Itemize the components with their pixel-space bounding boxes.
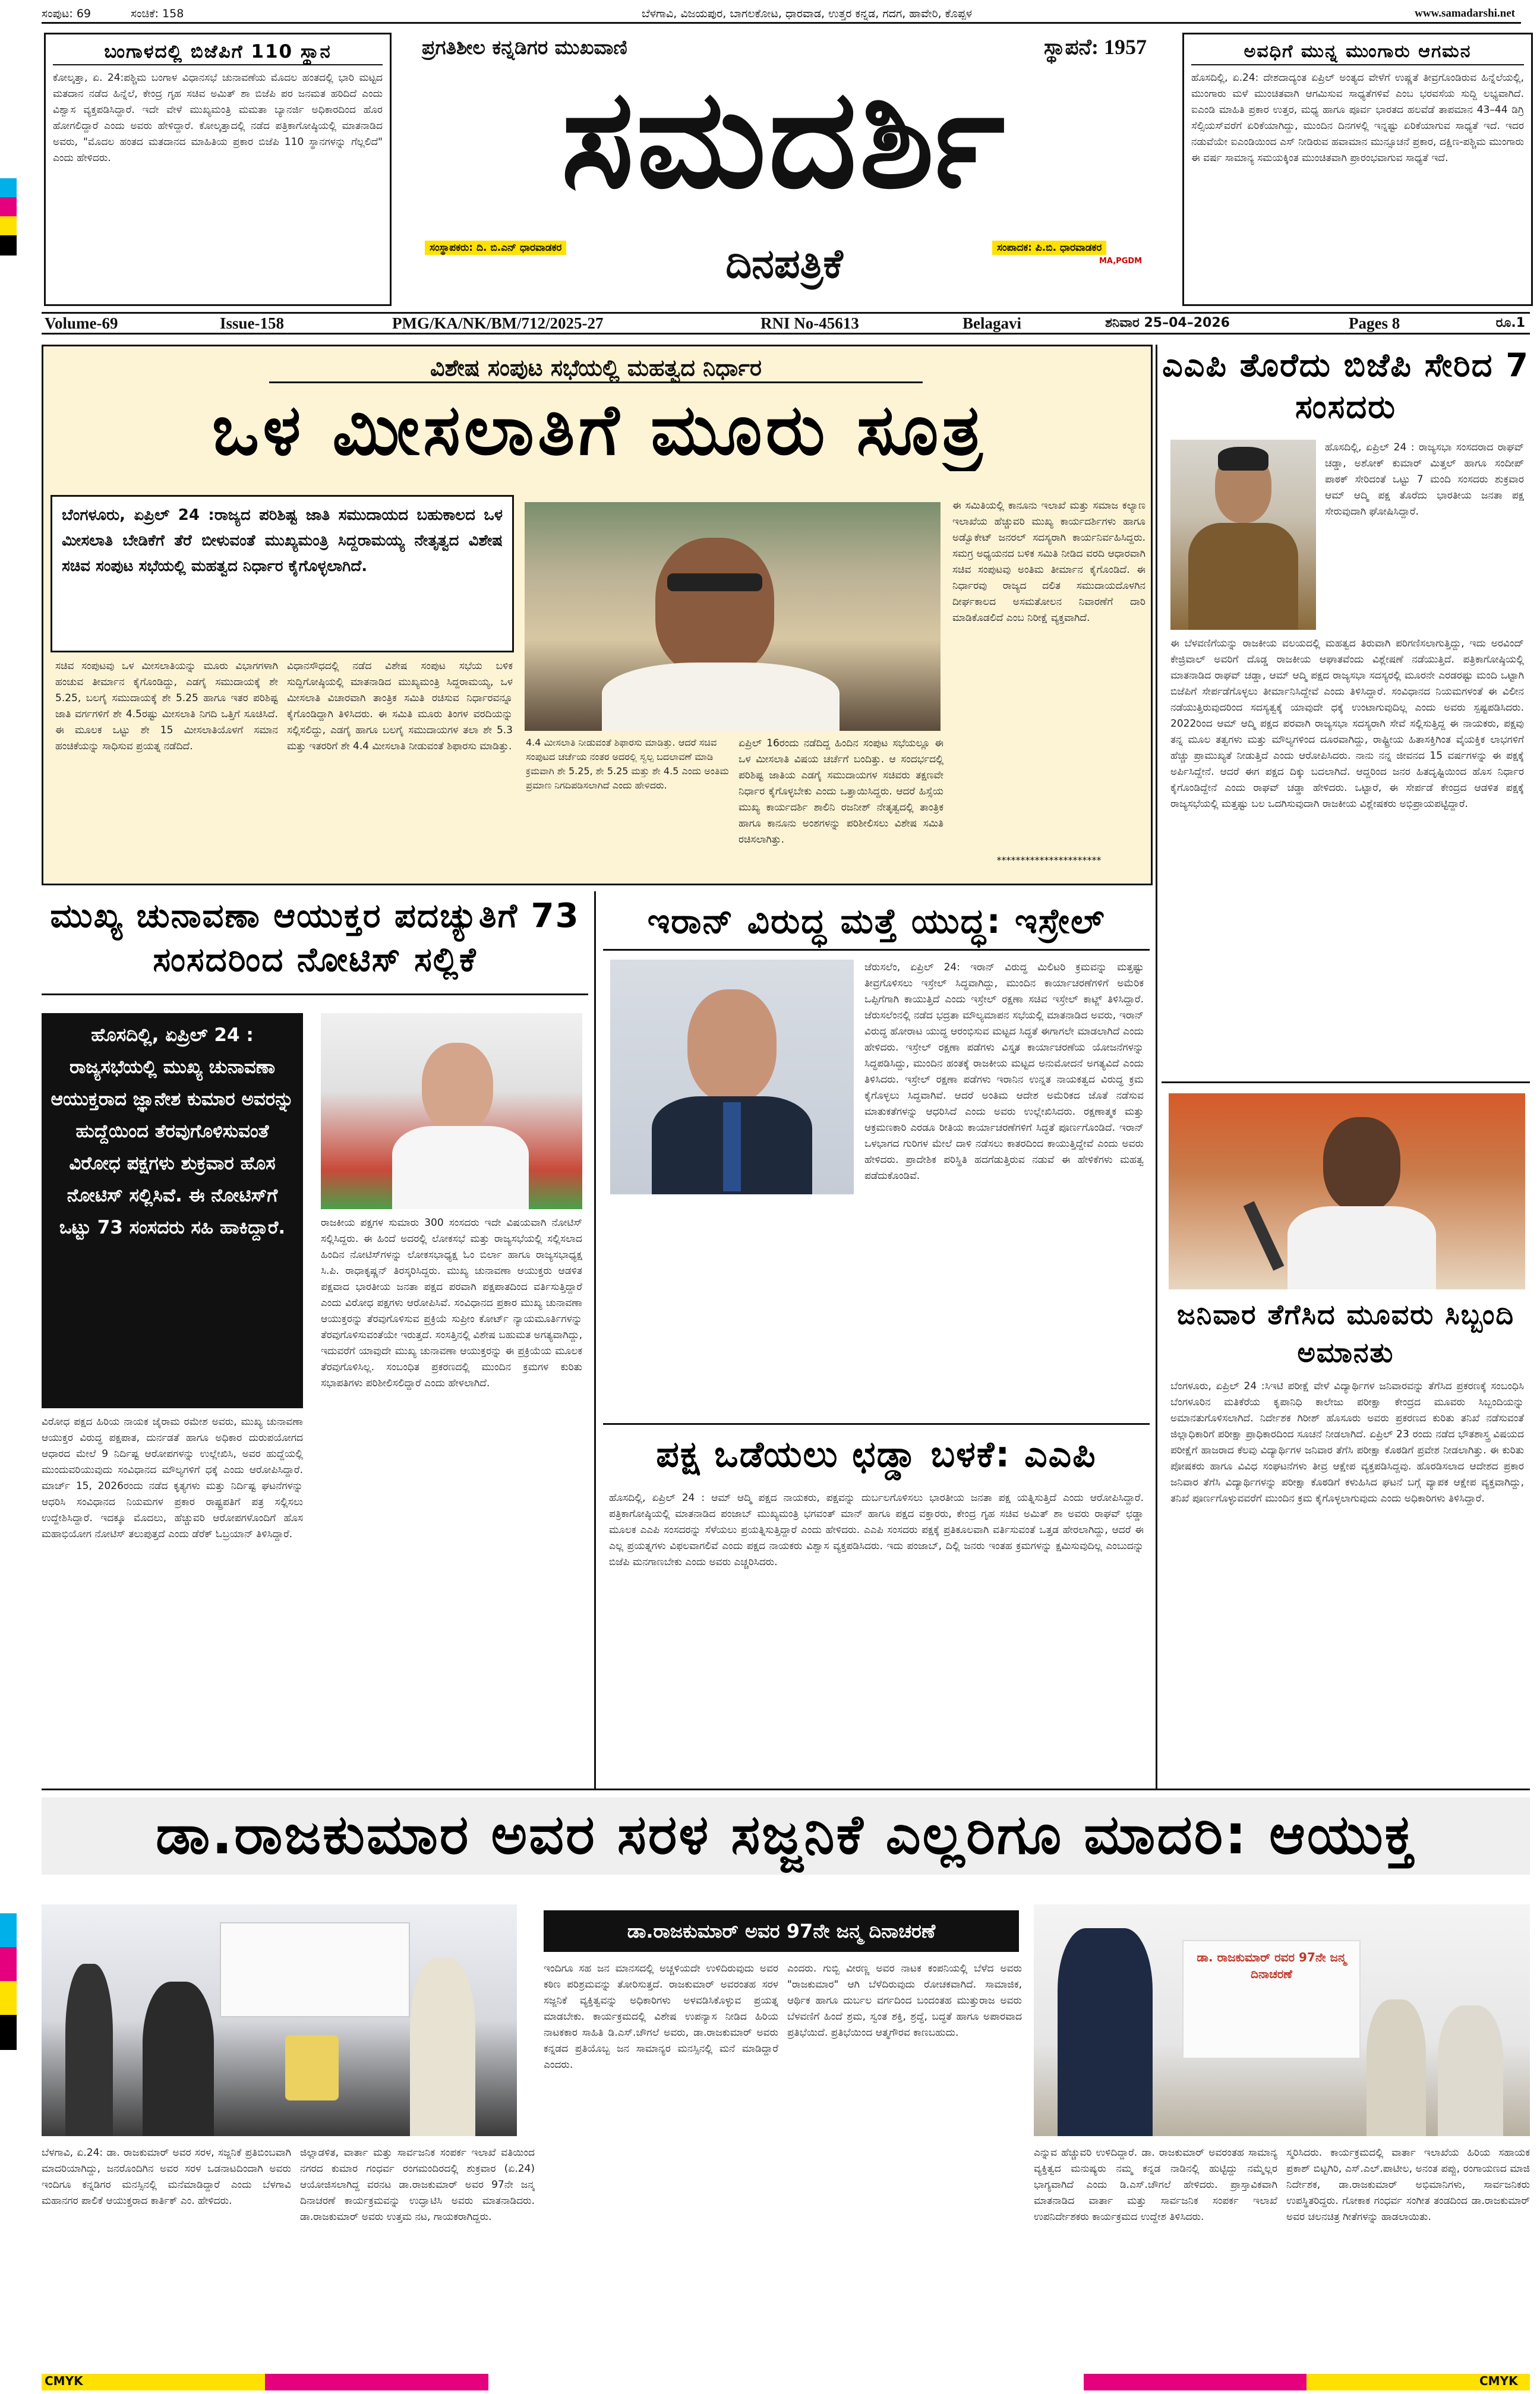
israel-katz-photo [610,960,854,1194]
lead-photo-caption: 4.4 ಮೀಸಲಾತಿ ನೀಡುವಂತೆ ಶಿಫಾರಸು ಮಾಡಿತ್ತು. ಆದರೆ ಸಚಿವ ಸಂಪುಟದ ಚರ್ಚೆಯ ನಂತರ ಅದರಲ್ಲಿ ಸ್ವಲ್ಪ ಬದಲಾವಣೆ ಮಾಡಿ ಕ್ರಮವಾಗಿ ಶೇ 5.25, ಶೇ 5.25 ಮತ್ತು ಶೇ 4.5 ಎಂದು ಅಂತಿಮ ಪ್ರಮಾಣ ನಿಗದಿಪಡಿಸಲಾಗಿದೆ ಎಂದು ಹೇಳಿದರು. [526,737,729,791]
rajkumar-headline: ಡಾ.ರಾಜಕುಮಾರ ಅವರ ಸರಳ ಸಜ್ಜನಿಕೆ ಎಲ್ಲರಿಗೂ ಮಾದರಿ: ಆಯುಕ್ತ [42,1797,1530,1875]
aap-body: ಈ ಬೆಳವಣಿಗೆಯನ್ನು ರಾಜಕೀಯ ವಲಯದಲ್ಲಿ ಮಹತ್ವದ ತಿರುವಾಗಿ ಪರಿಗಣಿಸಲಾಗುತ್ತಿದ್ದು, ಇದು ಅರವಿಂದ್ ಕೇಜ್ರಿವಾಲ್ ಅವರಿಗೆ ದೊಡ್ಡ ರಾಜಕೀಯ ಆಘಾತವೆಂದು ವಿಶ್ಲೇಷಣೆ ನಡೆಯುತ್ತಿದೆ. ಪತ್ರಿಕಾಗೋಷ್ಠಿಯಲ್ಲಿ ಮಾತನಾಡಿದ ರಾಘವ್ ಚಡ್ಡಾ, ಆಮ್ ಆದ್ಮಿ ಪಕ್ಷದ ರಾಜ್ಯಸಭಾ ಸದಸ್ಯರಲ್ಲಿ ಮೂರನೇ ಎರಡರಷ್ಟು ಮಂದಿ ಒಟ್ಟಾಗಿ ಬಿಜೆಪಿಗೆ ಸೇರ್ಪಡೆಗೊಳ್ಳಲು ತೀರ್ಮಾನಿಸಿದ್ದೇವೆ ಎಂದು ತಿಳಿಸಿದ್ದಾರೆ. ಸಂವಿಧಾನದ ನಿಯಮಗಳಂತೆ ಈ ವಿಲೀನ ನಡೆಯುತ್ತಿರುವುದರಿಂದ ಸದಸ್ಯತ್ವಕ್ಕೆ ಯಾವುದೇ ಧಕ್ಕೆ ಉಂಟಾಗುವುದಿಲ್ಲ ಎಂದು ಅವರು ಸ್ಪಷ್ಟಪಡಿಸಿದರು. 2022ರಿಂದ ಆಮ್ ಆದ್ಮಿ ಪಕ್ಷದ ಪರವಾಗಿ ರಾಜ್ಯಸಭಾ ಸದಸ್ಯರಾಗಿ ಸೇವೆ ಸಲ್ಲಿಸುತ್ತಿದ್ದ ಈ ನಾಯಕರು, ಪಕ್ಷವು ತನ್ನ ಮೂಲ ತತ್ವಗಳು ಮತ್ತು ಮೌಲ್ಯಗಳಿಂದ ದೂರವಾಗಿದ್ದು, ರಾಷ್ಟ್ರೀಯ ಹಿತಾಸಕ್ತಿಗಿಂತ ವೈಯಕ್ತಿಕ ಲಾಭಗಳಿಗೆ ಹೆಚ್ಚು ಪ್ರಾಮುಖ್ಯತೆ ನೀಡುತ್ತಿದೆ ಎಂದು ಆರೋಪಿಸಿದರು. ನಾನು ನನ್ನ ಜೀವನದ 15 ವರ್ಷಗಳನ್ನು ಈ ಪಕ್ಷಕ್ಕೆ ಅರ್ಪಿಸಿದ್ದೇನೆ. ಆದರೆ ಈಗ ಪಕ್ಷದ ದಿಕ್ಕು ಬದಲಾಗಿದೆ. ಆದ್ದರಿಂದ ಜನರ ಹಿತದೃಷ್ಟಿಯಿಂದ ಹೊಸ ನಿರ್ಧಾರ ಕೈಗೊಂಡಿದ್ದೇನೆ ಎಂದು ರಾಘವ್ ಚಡ್ಡಾ ಹೇಳಿದರು. ಒಟ್ಟಾರೆ, ಈ ಸೇರ್ಪಡೆ ಕೇಂದ್ರದ ಆಡಳಿತ ಪಕ್ಷಕ್ಕೆ ರಾಜ್ಯಸಭೆಯಲ್ಲಿ ಮತ್ತಷ್ಟು ಬಲ ಒದಗಿಸುವುದಾಗಿ ರಾಜಕೀಯ ವಿಶ್ಲೇಷಕರು ಅಭಿಪ್ರಾಯಪಟ್ಟಿದ್ದಾರೆ. [1170,638,1524,810]
newspaper-title: ಸಮದರ್ಶಿ [561,60,1008,219]
dateline-price: ರೂ.1 [1495,316,1525,330]
aap-body-short: ಹೊಸದಿಲ್ಲಿ, ಏಪ್ರಿಲ್ 24 : ರಾಜ್ಯಸಭಾ ಸಂಸದರಾದ ರಾಘವ್ ಚಡ್ಡಾ, ಅಶೋಕ್ ಕುಮಾರ್ ಮಿತ್ತಲ್ ಹಾಗೂ ಸಂದೀಪ್ ಪಾಠಕ್ ಸೇರಿದಂತೆ ಒಟ್ಟು 7 ಮಂದಿ ಸಂಸದರು ಶುಕ್ರವಾರ ಆಮ್ ಆದ್ಮಿ ಪಕ್ಷ ತೊರೆದು ಭಾರತೀಯ ಜನತಾ ಪಕ್ಷ ಸೇರುವುದಾಗಿ ಘೋಷಿಸಿದ್ದಾರೆ. [1325,441,1524,518]
lead-story [42,345,1153,885]
official-speaking-photo [1169,1093,1525,1289]
bottom-color-bar [42,2374,1530,2390]
masthead-established: ಸ್ಥಾಪನೆ: 1957 [1044,35,1147,59]
editor-degree: MA,PGDM [1099,257,1143,266]
rajkumar-col-5: ಎನ್ನುವ ಹೆಚ್ಚುವರಿ ಉಳಿದಿದ್ದಾರೆ. ಡಾ. ರಾಜಕುಮಾರ್ ಅವರಂತಹ ಸಾಮಾನ್ಯ ವ್ಯಕ್ತಿತ್ವದ ಮನುಷ್ಯರು ನಮ್ಮ ಕನ್ನಡ ನಾಡಿನಲ್ಲಿ ಹುಟ್ಟಿದ್ದು ನಮ್ಮೆಲ್ಲರ ಭಾಗ್ಯವಾಗಿದೆ ಎಂದು ಡಿ.ಎಸ್.ಚೌಗಲೆ ಹೇಳಿದರು. ಪ್ರಾಸ್ತಾವಿಕವಾಗಿ ಮಾತನಾಡಿದ ವಾರ್ತಾ ಮತ್ತು ಸಾರ್ವಜನಿಕ ಸಂಪರ್ಕ ಇಲಾಖೆ ಉಪನಿರ್ದೇಶಕರು ಕಾರ್ಯಕ್ರಮದ ಉದ್ದೇಶ ತಿಳಿಸಿದರು. [1034,2147,1277,2223]
raghav-chadha-photo [1170,440,1316,630]
cmyk-label-right: CMYK [1479,2374,1518,2388]
staff-story [1162,1295,1530,1777]
website-link[interactable]: www.samadarshi.net [1415,7,1515,20]
lead-col-4: ಈ ಸಮಿತಿಯಲ್ಲಿ ಕಾನೂನು ಇಲಾಖೆ ಮತ್ತು ಸಮಾಜ ಕಲ್ಯಾಣ ಇಲಾಖೆಯ ಹೆಚ್ಚುವರಿ ಮುಖ್ಯ ಕಾರ್ಯದರ್ಶಿಗಳು ಹಾಗೂ ಅಡ್ವೊಕೇಟ್ ಜನರಲ್ ಸದಸ್ಯರಾಗಿ ಕಾರ್ಯನಿರ್ವಹಿಸಿದ್ದರು. ಸಮಗ್ರ ಅಧ್ಯಯನದ ಬಳಿಕ ಸಮಿತಿ ನೀಡಿದ ವರದಿ ಆಧಾರವಾಗಿ ಸಚಿವ ಸಂಪುಟವು ಅಂತಿಮ ತೀರ್ಮಾನ ಕೈಗೊಂಡಿದೆ. ಈ ನಿರ್ಧಾರವು ರಾಜ್ಯದ ದಲಿತ ಸಮುದಾಯದೊಳಗಿನ ದೀರ್ಘಕಾಲದ ಅಸಮತೋಲನ ನಿವಾರಣೆಗೆ ದಾರಿ ಮಾಡಿಕೊಡಲಿದೆ ಎಂಬ ನಿರೀಕ್ಷೆ ವ್ಯಕ್ತವಾಗಿದೆ. [952,500,1145,624]
rajkumar-col-1: ಬೆಳಗಾವಿ, ಏ.24: ಡಾ. ರಾಜಕುಮಾರ್ ಅವರ ಸರಳ, ಸಜ್ಜನಿಕೆ ಪ್ರತಿಬಿಂಬವಾಗಿ ಮಾದರಿಯಾಗಿದ್ದು, ಜನರೊಂದಿಗಿನ ಅವರ ಸರಳ ಒಡನಾಟದಿಂದಾಗಿ ಅವರು ಇಂದಿಗೂ ಕನ್ನಡಿಗರ ಮನಸ್ಸಿನಲ್ಲಿ ಮನೆಮಾಡಿದ್ದಾರೆ ಎಂದು ಬೆಳಗಾವಿ ಮಹಾನಗರ ಪಾಲಿಕೆ ಆಯುಕ್ತರಾದ ಕಾರ್ತಿಕ್ ಎಂ. ಹೇಳಿದರು. [42,2147,291,2207]
right-news-box [1182,33,1533,306]
column-separator [594,891,596,1789]
left-news-box [44,33,392,306]
cec-headline: ಮುಖ್ಯ ಚುನಾವಣಾ ಆಯುಕ್ತರ ಪದಚ್ಯುತಿಗೆ 73 ಸಂಸದರಿಂದ ನೋಟಿಸ್ ಸಲ್ಲಿಕೆ [42,894,588,995]
dateline-bar [42,312,1530,335]
cec-intro: ಹೊಸದಿಲ್ಲಿ, ಏಪ್ರಿಲ್ 24 : ರಾಜ್ಯಸಭೆಯಲ್ಲಿ ಮುಖ್ಯ ಚುನಾವಣಾ ಆಯುಕ್ತರಾದ ಜ್ಞಾನೇಶ ಕುಮಾರ ಅವರನ್ನು ಹುದ್ದೆಯಿಂದ ತೆರವುಗೊಳಿಸುವಂತೆ ವಿರೋಧ ಪಕ್ಷಗಳು ಶುಕ್ರವಾರ ಹೊಸ ನೋಟಿಸ್ ಸಲ್ಲಿಸಿವೆ. ಈ ನೋಟಿಸ್‌ಗೆ ಒಟ್ಟು 73 ಸಂಸದರು ಸಹಿ ಹಾಕಿದ್ದಾರೆ. [51,1024,294,1238]
column-separator [1156,345,1157,1789]
rajkumar-subhead-box [544,1910,1019,1952]
israel-story [603,894,1150,1417]
masthead [404,30,1165,309]
lead-col-3: ಏಪ್ರಿಲ್ 16ರಂದು ನಡೆದಿದ್ದ ಹಿಂದಿನ ಸಂಪುಟ ಸಭೆಯಲ್ಲೂ ಈ ಒಳ ಮೀಸಲಾತಿ ವಿಷಯ ಚರ್ಚೆಗೆ ಬಂದಿತ್ತು. ಆ ಸಂದರ್ಭದಲ್ಲಿ ಪರಿಶಿಷ್ಟ ಜಾತಿಯ ಎಡಗೈ ಸಮುದಾಯಗಳ ಸಚಿವರು ತಕ್ಷಣವೇ ನಿರ್ಧಾರ ಕೈಗೊಳ್ಳಬೇಕು ಎಂದು ಒತ್ತಾಯಿಸಿದ್ದರು. ಆದರೆ ಹಿಸ್ಸೆಯ ಮುಖ್ಯ ಕಾರ್ಯದರ್ಶಿ ಶಾಲಿನಿ ರಜನೀಶ್ ನೇತೃತ್ವದಲ್ಲಿ ತಾಂತ್ರಿಕ ಹಾಗೂ ಕಾನೂನು ಅಂಶಗಳನ್ನು ಪರಿಶೀಲಿಸಲು ವಿಶೇಷ ಸಮಿತಿ ರಚಿಸಲಾಗಿತ್ತು. [739,737,943,846]
founder-label: ಸಂಸ್ಥಾಪಕರು: ದಿ. ಬಿ.ಎನ್ ಧಾರವಾಡಕರ [425,241,566,255]
aap-story [1162,345,1530,1325]
registration-strip [0,1913,17,2050]
district-list: ಬೆಳಗಾವಿ, ವಿಜಯಪುರ, ಬಾಗಲಕೋಟ, ಧಾರವಾಡ, ಉತ್ತರ ಕನ್ನಡ, ಗದಗ, ಹಾವೇರಿ, ಕೊಪ್ಪಳ [642,7,973,20]
cmyk-label-left: CMYK [45,2374,83,2388]
aap-headline: ಎಎಪಿ ತೊರೆದು ಬಿಜೆಪಿ ಸೇರಿದ 7 ಸಂಸದರು [1162,346,1529,425]
newspaper-subtitle: ದಿನಪತ್ರಿಕೆ [725,241,843,288]
party-headline: ಪಕ್ಷ ಒಡೆಯಲು ಛಡ್ಡಾ ಬಳಕೆ: ಎಎಪಿ [656,1434,1097,1475]
dateline-issue: Issue-158 [220,314,285,332]
lead-col-1: ಸಚಿವ ಸಂಪುಟವು ಒಳ ಮೀಸಲಾತಿಯನ್ನು ಮೂರು ವಿಭಾಗಗಳಾಗಿ ಹಂಚುವ ತೀರ್ಮಾನ ಕೈಗೊಂಡಿದ್ದು, ಎಡಗೈ ಸಮುದಾಯಕ್ಕೆ ಶೇ 5.25, ಬಲಗೈ ಸಮುದಾಯಕ್ಕೆ ಶೇ 5.25 ಹಾಗೂ ಇತರ ಪರಿಶಿಷ್ಟ ಜಾತಿ ವರ್ಗಗಳಿಗೆ ಶೇ 4.5ರಷ್ಟು ಮೀಸಲಾತಿ ನಿಗದಿ ಒತ್ತಿಗೆ ಸೂಚಿಸಿದೆ. ಈ ಮೂಲಕ ಒಟ್ಟು ಶೇ 15 ಮೀಸಲಾತಿಯೊಳಗೆ ಸಮಾನ ಹಂಚಿಕೆಯನ್ನು ಸಾಧಿಸುವ ಪ್ರಯತ್ನ ನಡೆದಿದೆ. [55,660,278,752]
lead-intro-box [51,495,514,652]
staff-body: ಬೆಂಗಳೂರು, ಏಪ್ರಿಲ್ 24 :ಸಿಇಟಿ ಪರೀಕ್ಷೆ ವೇಳೆ ವಿದ್ಯಾರ್ಥಿಗಳ ಜನಿವಾರವನ್ನು ತೆಗೆಸಿದ ಪ್ರಕರಣಕ್ಕೆ ಸಂಬಂಧಿಸಿ ಬೆಂಗಳೂರಿನ ಮತಿಕೆರೆಯ ಕೃಪಾನಿಧಿ ಕಾಲೇಜು ಪರೀಕ್ಷಾ ಕೇಂದ್ರದ ಮೂವರು ಸಿಬ್ಬಂದಿಯನ್ನು ಅಮಾನತುಗೊಳಿಸಲಾಗಿದೆ. ನಿರ್ದೇಶಕ ಗಿರೀಶ್ ಹೊಸೂರು ಅವರು ಪ್ರಕರಣದ ಕುರಿತು ತನಿಖೆ ನಡೆಸುವಂತೆ ಜಿಲ್ಲಾಧಿಕಾರಿಗೆ ಪರೀಕ್ಷಾ ಪ್ರಾಧಿಕಾರದಿಂದ ಸೂಚನೆ ನೀಡಲಾಗಿದೆ. ಏಪ್ರಿಲ್ 23 ರಂದು ನಡೆದ ಭೌತಶಾಸ್ತ್ರ ವಿಷಯದ ಪರೀಕ್ಷೆಗೆ ಹಾಜರಾದ ಕೆಲವು ವಿದ್ಯಾರ್ಥಿಗಳ ಜನಿವಾರ ತೆಗೆಸಿ ಪರೀಕ್ಷಾ ಕೊಠಡಿಗೆ ಪ್ರವೇಶ ನೀಡಲಾಗಿತ್ತು. ಈ ಕುರಿತು ಪೋಷಕರು ಹಾಗೂ ವಿವಿಧ ಸಂಘಟನೆಗಳು ತೀವ್ರ ಆಕ್ಷೇಪ ವ್ಯಕ್ತಪಡಿಸಿದ್ದವು. ಹೊರಡಿಸಲಾದ ಆದೇಶದ ಪ್ರಕಾರ ಜನಿವಾರ ತೆಗೆಸಿ ವಿದ್ಯಾರ್ಥಿಗಳನ್ನು ಪರೀಕ್ಷಾ ಕೊಠಡಿಗೆ ಕಳುಹಿಸಿದ ಘಟನೆ ಬಗ್ಗೆ ವ್ಯಾಪಕ ಆಕ್ಷೇಪ ವ್ಯಕ್ತವಾಗಿದ್ದು, ತನಿಖೆ ಪೂರ್ಣಗೊಳ್ಳುವವರೆಗೆ ಮುಂದಿನ ಕ್ರಮ ಕೈಗೊಳ್ಳಲಾಗುವುದು ಎಂದು ಅಧಿಕಾರಿಗಳು ತಿಳಿಸಿದ್ದಾರೆ. [1170,1380,1524,1504]
dateline-city: Belagavi [962,314,1021,332]
aap-divider [1162,1081,1530,1083]
dateline-reg: PMG/KA/NK/BM/712/2025-27 [392,314,604,332]
rajkumar-story [42,1797,1530,2368]
right-box-body: ಹೊಸದಿಲ್ಲಿ, ಏ.24: ದೇಶದಾದ್ಯಂತ ಏಪ್ರಿಲ್ ಅಂತ್ಯದ ವೇಳೆಗೆ ಉಷ್ಣತೆ ತೀವ್ರಗೊಂಡಿರುವ ಹಿನ್ನೆಲೆಯಲ್ಲಿ, ಮುಂಗಾರು ಮಳೆ ಮುಂಚಿತವಾಗಿ ಆಗಮಿಸುವ ಸಾಧ್ಯತೆಗಳಿವೆ ಎಂಬ ಭರವಸೆಯ ಸುದ್ದಿ ಲಭ್ಯವಾಗಿದೆ. ಐಎಂಡಿ ಮಾಹಿತಿ ಪ್ರಕಾರ ಉತ್ತರ, ಮಧ್ಯ ಹಾಗೂ ಪೂರ್ವ ಭಾರತದ ಹಲವೆಡೆ ತಾಪಮಾನ 43–44 ಡಿಗ್ರಿ ಸೆಲ್ಸಿಯಸ್‌ವರೆಗೆ ಏರಿಕೆಯಾಗಿದ್ದು, ಮುಂದಿನ ದಿನಗಳಲ್ಲಿ ಇನ್ನಷ್ಟು ಏರಿಕೆಯಾಗುವ ಸಾಧ್ಯತೆ ಇದೆ. ಇದರ ನಡುವೆಯೇ ಐಎಂಡಿಯಿಂದ ಎಸ್ ನೀಡಿರುವ ಹವಾಮಾನ ಮುನ್ಸೂಚನೆ ಪ್ರಕಾರ, ದಕ್ಷಿಣ-ಪಶ್ಚಿಮ ಮುಂಗಾರು ಈ ವರ್ಷ ಸಾಮಾನ್ಯ ಸಮಯಕ್ಕಿಂತ ಮುಂಚಿತವಾಗಿ ಪ್ರಾರಂಭವಾಗುವ ಸಾಧ್ಯತೆ ಇದೆ. [1191,72,1524,164]
registration-strip [0,178,17,256]
rajkumar-col-3: ಇಂದಿಗೂ ಸಹ ಜನ ಮಾನಸದಲ್ಲಿ ಅಚ್ಚಳಿಯದೇ ಉಳಿದಿರುವುದು ಅವರ ಕಠಿಣ ಪರಿಶ್ರಮವನ್ನು ತೋರಿಸುತ್ತದೆ. ರಾಜಕುಮಾರ್ ಅವರಂತಹ ಸರಳ ಸಜ್ಜನಿಕೆ ವ್ಯಕ್ತಿತ್ವವನ್ನು ಅಧಿಕಾರಿಗಳು ಅಳವಡಿಸಿಕೊಳ್ಳುವ ಪ್ರಯತ್ನ ಮಾಡಬೇಕು. ಕಾರ್ಯಕ್ರಮದಲ್ಲಿ ವಿಶೇಷ ಉಪನ್ಯಾಸ ನೀಡಿದ ಹಿರಿಯ ನಾಟಕಕಾರ ಸಾಹಿತಿ ಡಿ.ಎಸ್.ಚೌಗಲೆ ಅವರು, ಡಾ.ರಾಜಕುಮಾರ್ ಅವರು ಕನ್ನಡದ ಪ್ರತಿಯೊಬ್ಬ ಜನ ಸಾಮಾನ್ಯರ ಮನಸ್ಸಿನಲ್ಲಿ ಮನೆ ಮಾಡಿದ್ದಾರೆ ಎಂದರು. [544,1963,778,2071]
rajkumar-subhead: ಡಾ.ರಾಜಕುಮಾರ್ ಅವರ 97ನೇ ಜನ್ಮ ದಿನಾಚರಣೆ [627,1920,936,1942]
rajkumar-col-4: ಎಂದರು. ಗುಬ್ಬಿ ವೀರಣ್ಣ ಅವರ ನಾಟಕ ಕಂಪನಿಯಲ್ಲಿ ಬೆಳೆದ ಅವರು "ರಾಜಕುಮಾರ" ಆಗಿ ಬೆಳೆದಿರುವುದು ರೋಚಕವಾಗಿದೆ. ಸಾಮಾಜಿಕ, ಆರ್ಥಿಕ ಹಾಗೂ ದುರ್ಬಲ ವರ್ಗದಿಂದ ಬಂದಂತಹ ಮುತ್ತುರಾಜ ಅವರು ಬೆಳವಣಿಗೆ ಹಿಂದೆ ಶ್ರಮ, ಸ್ವಂತ ಶಕ್ತಿ, ಶ್ರದ್ಧೆ, ಬದ್ಧತೆ ಹಾಗೂ ಅಪಾರವಾದ ಪ್ರತಿಭೆಯಿದೆ. ಪ್ರತಿಭೆಯಿಂದ ಆತ್ಮಗೌರವ ಕಾಣಬಹುದು. [787,1963,1022,2039]
dateline-date: ಶನಿವಾರ 25–04–2026 [1105,316,1230,330]
staff-headline: ಜನಿವಾರ ತೆಗೆಸಿದ ಮೂವರು ಸಿಬ್ಬಂದಿ ಅಮಾನತು [1176,1298,1515,1368]
rajkumar-col-2: ಜಿಲ್ಲಾಡಳಿತ, ವಾರ್ತಾ ಮತ್ತು ಸಾರ್ವಜನಿಕ ಸಂಪರ್ಕ ಇಲಾಖೆ ವತಿಯಿಂದ ನಗರದ ಕುಮಾರ ಗಂಧರ್ವ ರಂಗಮಂದಿರದಲ್ಲಿ ಶುಕ್ರವಾರ (ಏ.24) ಆಯೋಜಿಸಲಾಗಿದ್ದ ವರನಟ ಡಾ.ರಾಜಕುಮಾರ್ ಅವರ 97ನೇ ಜನ್ಮ ದಿನಾಚರಣೆ ಕಾರ್ಯಕ್ರಮವನ್ನು ಉದ್ಘಾಟಿಸಿ ಅವರು ಮಾತನಾಡಿದರು. ಡಾ.ರಾಜಕುಮಾರ್ ಅವರು ಉತ್ತಮ ನಟ, ಗಾಯಕರಾಗಿದ್ದರು. [300,2147,535,2223]
cec-col-2: ರಾಜಕೀಯ ಪಕ್ಷಗಳ ಸುಮಾರು 300 ಸಂಸದರು ಇದೇ ವಿಷಯವಾಗಿ ನೋಟಿಸ್ ಸಲ್ಲಿಸಿದ್ದರು. ಈ ಹಿಂದೆ ಅದರಲ್ಲಿ ಲೋಕಸಭೆ ಮತ್ತು ರಾಜ್ಯಸಭೆಯಲ್ಲಿ ಸಲ್ಲಿಸಲಾದ ಹಿಂದಿನ ನೋಟಿಸ್‌ಗಳನ್ನು ಲೋಕಸಭಾಧ್ಯಕ್ಷ ಓಂ ಬಿರ್ಲಾ ಹಾಗೂ ರಾಜ್ಯಸಭಾಧ್ಯಕ್ಷ ಸಿ.ಪಿ. ರಾಧಾಕೃಷ್ಣನ್ ತಿರಸ್ಕರಿಸಿದ್ದರು. ಮುಖ್ಯ ಚುನಾವಣಾ ಆಯುಕ್ತರು ಆಡಳಿತ ಪಕ್ಷವಾದ ಭಾರತೀಯ ಜನತಾ ಪಕ್ಷದ ಪರವಾಗಿ ಪಕ್ಷಪಾತದಿಂದ ವರ್ತಿಸುತ್ತಿದ್ದಾರೆ ಎಂದು ವಿರೋಧ ಪಕ್ಷಗಳು ಆರೋಪಿಸಿವೆ. ಸಂವಿಧಾನದ ಪ್ರಕಾರ ಮುಖ್ಯ ಚುನಾವಣಾ ಆಯುಕ್ತರನ್ನು ತೆರವುಗೊಳಿಸುವ ಪ್ರಕ್ರಿಯೆ ಸುಪ್ರೀಂ ಕೋರ್ಟ್ ನ್ಯಾಯಮೂರ್ತಿಗಳನ್ನು ತೆರವುಗೊಳಿಸುವಂತೆಯೇ ಇರುತ್ತದೆ. ಸಂಸತ್ತಿನಲ್ಲಿ ವಿಶೇಷ ಬಹುಮತ ಅಗತ್ಯವಾಗಿದ್ದು, ಇದುವರೆಗೆ ಯಾವುದೇ ಮುಖ್ಯ ಚುನಾವಣಾ ಆಯುಕ್ತರನ್ನು ಈ ಪ್ರಕ್ರಿಯೆಯ ಮೂಲಕ ತೆರವುಗೊಳಿಸಿಲ್ಲ. ಸಂಬಂಧಿತ ಪ್ರಕರಣದಲ್ಲಿ ಮುಂದಿನ ಕ್ರಮಗಳ ಕುರಿತು ಸಭಾಪತಿಗಳು ಪರಿಶೀಲಿಸಲಿದ್ದಾರೆ ಎಂದು ಹೇಳಲಾಗಿದೆ. [321,1217,582,1389]
top-strip [42,6,1521,24]
israel-headline: ಇರಾನ್ ವಿರುದ್ಧ ಮತ್ತೆ ಯುದ್ಧ: ಇಸ್ರೇಲ್ [603,894,1150,951]
editor-label: ಸಂಪಾದಕ: ಪಿ.ಬಿ. ಧಾರವಾಡಕರ [992,241,1106,255]
jairam-ramesh-photo [321,1013,582,1209]
israel-body: ಜೆರುಸಲೆಂ, ಏಪ್ರಿಲ್ 24: ಇರಾನ್ ವಿರುದ್ಧ ಮಿಲಿಟರಿ ಕ್ರಮವನ್ನು ಮತ್ತಷ್ಟು ತೀವ್ರಗೊಳಿಸಲು ಇಸ್ರೇಲ್ ಸಿದ್ಧವಾಗಿದ್ದು, ಮುಂದಿನ ಕಾರ್ಯಾಚರಣೆಗಳಿಗೆ ಅಮೆರಿಕ ಒಪ್ಪಿಗೆಗಾಗಿ ಕಾಯುತ್ತಿದೆ ಎಂದು ಇಸ್ರೇಲ್ ರಕ್ಷಣಾ ಸಚಿವ ಇಸ್ರೇಲ್ ಕಾಟ್ಜ್ ತಿಳಿಸಿದ್ದಾರೆ. ಜೆರುಸಲೆಂನಲ್ಲಿ ನಡೆದ ಭದ್ರತಾ ಮೌಲ್ಯಮಾಪನ ಸಭೆಯಲ್ಲಿ ಮಾತನಾಡಿದ ಅವರು, ಇರಾನ್ ವಿರುದ್ಧ ಹೋರಾಟ ಯುದ್ಧ ಆರಂಭಿಸುವ ಮಟ್ಟದ ಸಿದ್ಧತೆ ಈಗಾಗಲೇ ಮಾಡಲಾಗಿದೆ ಎಂದು ಹೇಳಿದರು. ಇಸ್ರೇಲ್ ರಕ್ಷಣಾ ಪಡೆಗಳು ವಿಸ್ತೃತ ಕಾರ್ಯಾಚರಣೆಯ ಯೋಜನೆಗಳನ್ನು ಸಿದ್ಧಪಡಿಸಿದ್ದು, ಮುಂದಿನ ಹಂತಕ್ಕೆ ರಾಜಕೀಯ ಮಟ್ಟದ ಅನುಮೋದನೆ ಅಗತ್ಯವಿದೆ ಎಂದು ತಿಳಿಸಿದರು. ಇಸ್ರೇಲ್ ರಕ್ಷಣಾ ಪಡೆಗಳು ಇರಾನಿನ ಉನ್ನತ ನಾಯಕತ್ವದ ವಿರುದ್ಧ ಕ್ರಮ ಕೈಗೊಳ್ಳಲು ಸಿದ್ಧವಾಗಿವೆ. ಆದರೆ ಅಂತಿಮ ಆದೇಶ ಅಮೆರಿಕದ ಜೊತೆ ನಡೆಸುವ ಮಾತುಕತೆಗಳನ್ನು ಆಧರಿಸಿದೆ ಎಂದು ಅವರು ಉಲ್ಲೇಖಿಸಿದರು. ರಕ್ಷಣಾತ್ಮಕ ಮತ್ತು ಆಕ್ರಮಣಕಾರಿ ಎರಡೂ ರೀತಿಯ ಕಾರ್ಯಾಚರಣೆಗಳಿಗೆ ಸಿದ್ಧತೆ ಪೂರ್ಣಗೊಂಡಿದೆ. ಇರಾನ್ ಒಳಭಾಗದ ಗುರಿಗಳ ಮೇಲೆ ದಾಳಿ ನಡೆಸಲು ಕಾತರದಿಂದ ಕಾಯುತ್ತಿದ್ದೇವೆ ಎಂದು ಅವರು ಹೇಳಿದರು. ಪ್ರಾದೇಶಿಕ ಪರಿಸ್ಥಿತಿ ಹದಗೆಡುತ್ತಿರುವ ನಡುವೆ ಈ ಹೇಳಿಕೆಗಳು ಮಹತ್ವ ಪಡೆದುಕೊಂಡಿವೆ. [864,961,1144,1182]
dateline-rni: RNI No-45613 [760,314,859,332]
lamp-lighting-photo [42,1904,517,2136]
left-box-headline: ಬಂಗಾಳದಲ್ಲಿ ಬಿಜೆಪಿಗೆ 110 ಸ್ಥಾನ [53,39,383,65]
issue-count: ಸಂಚಿಕೆ: 158 [131,7,184,20]
party-story [603,1423,1150,1786]
dateline-volume: Volume-69 [45,314,118,332]
lead-intro: ಬೆಂಗಳೂರು, ಏಪ್ರಿಲ್ 24 :ರಾಜ್ಯದ ಪರಿಶಿಷ್ಟ ಜಾತಿ ಸಮುದಾಯದ ಬಹುಕಾಲದ ಒಳ ಮೀಸಲಾತಿ ಬೇಡಿಕೆಗೆ ತೆರೆ ಬೀಳುವಂತೆ ಮುಖ್ಯಮಂತ್ರಿ ಸಿದ್ದರಾಮಯ್ಯ ನೇತೃತ್ವದ ವಿಶೇಷ ಸಚಿವ ಸಂಪುಟ ಸಭೆಯಲ್ಲಿ ಮಹತ್ವದ ನಿರ್ಧಾರ ಕೈಗೊಳ್ಳಲಾಗಿದೆ. [62,506,503,575]
masthead-tagline: ಪ್ರಗತಿಶೀಲ ಕನ್ನಡಿಗರ ಮುಖವಾಣಿ [422,36,627,59]
lead-col-2: ವಿಧಾನಸೌಧದಲ್ಲಿ ನಡೆದ ವಿಶೇಷ ಸಂಪುಟ ಸಭೆಯ ಬಳಿಕ ಸುದ್ದಿಗೋಷ್ಠಿಯಲ್ಲಿ ಮಾತನಾಡಿದ ಮುಖ್ಯಮಂತ್ರಿ ಸಿದ್ದರಾಮಯ್ಯ, ಒಳ ಮೀಸಲಾತಿ ವಿಚಾರವಾಗಿ ತಾಂತ್ರಿಕ ಸಮಿತಿ ರಚಿಸುವ ನಿರ್ಧಾರವನ್ನೂ ಕೈಗೊಂಡಿದ್ದಾಗಿ ತಿಳಿಸಿದರು. ಈ ಸಮಿತಿ ಮೂರು ತಿಂಗಳ ವರದಿಯನ್ನು ಸಲ್ಲಿಸಲಿದ್ದು, ಎಡಗೈ ಹಾಗೂ ಬಲಗೈ ಸಮುದಾಯಗಳ ತಲಾ ಶೇ 5.3 ಮತ್ತು ಇತರರಿಗೆ ಶೇ 4.4 ಮೀಸಲಾತಿ ನೀಡುವಂತೆ ಶಿಫಾರಸು ಮಾಡಿತ್ತು. [287,660,513,752]
cec-intro-box [42,1013,303,1408]
left-box-body: ಕೋಲ್ಕತ್ತಾ, ಏ. 24:ಪಶ್ಚಿಮ ಬಂಗಾಳ ವಿಧಾನಸಭೆ ಚುನಾವಣೆಯ ಮೊದಲ ಹಂತದಲ್ಲಿ ಭಾರಿ ಮಟ್ಟದ ಮತದಾನ ನಡೆದ ಹಿನ್ನೆಲೆ, ಕೇಂದ್ರ ಗೃಹ ಸಚಿವ ಅಮಿತ್ ಶಾ ಬಿಜೆಪಿ ಪರ ಜನಮತ ಹರಿದಿದೆ ಎಂದು ವಿಶ್ವಾಸ ವ್ಯಕ್ತಪಡಿಸಿದ್ದಾರೆ. ಇದೇ ವೇಳೆ ಮುಖ್ಯಮಂತ್ರಿ ಮಮತಾ ಬ್ಯಾನರ್ಜಿ ಅಧಿಕಾರದಿಂದ ಹೊರ ಹೋಗಲಿದ್ದಾರೆ ಎಂದು ಅವರು ಹೇಳಿದ್ದಾರೆ. ಕೋಲ್ಕತ್ತಾದಲ್ಲಿ ನಡೆದ ಪತ್ರಿಕಾಗೋಷ್ಠಿಯಲ್ಲಿ ಮಾತನಾಡಿದ ಅವರು, "ಮೊದಲ ಹಂತದ ಮತದಾನದ ಮಾಹಿತಿಯ ಪ್ರಕಾರ ಬಿಜೆಪಿ 110 ಸ್ಥಾನಗಳನ್ನು ಗೆಲ್ಲಲಿದೆ" ಎಂದು ಹೇಳಿದರು. [53,72,383,164]
cec-col-1: ವಿರೋಧ ಪಕ್ಷದ ಹಿರಿಯ ನಾಯಕ ಜೈರಾಮ ರಮೇಶ ಅವರು, ಮುಖ್ಯ ಚುನಾವಣಾ ಆಯುಕ್ತರ ವಿರುದ್ಧ ಪಕ್ಷಪಾತ, ದುರ್ನಡತೆ ಹಾಗೂ ಅಧಿಕಾರ ದುರುಪಯೋಗದ ಆಧಾರದ ಮೇಲೆ 9 ನಿರ್ದಿಷ್ಟ ಆರೋಪಗಳನ್ನು ಉಲ್ಲೇಖಿಸಿ, ಅವರ ಹುದ್ದೆಯಲ್ಲಿ ಮುಂದುವರಿಯುವುದು ಸಂವಿಧಾನದ ಮೌಲ್ಯಗಳಿಗೆ ಧಕ್ಕೆ ಎಂದು ಆರೋಪಿಸಿದ್ದಾರೆ. ಮಾರ್ಚ್ 15, 2026ರಂದು ನಡೆದ ಕೃತ್ಯಗಳು ಮತ್ತು ನಿರ್ದಿಷ್ಟ ಘಟನೆಗಳನ್ನು ಆಧರಿಸಿ ಸಂವಿಧಾನದ ನಿಯಮಗಳ ಪ್ರಕಾರ ರಾಷ್ಟ್ರಪತಿಗೆ ಪತ್ರ ಸಲ್ಲಿಸಲು ಉದ್ದೇಶಿಸಿದ್ದಾರೆ. ಇದಕ್ಕೂ ಮೊದಲು, ಹೆಚ್ಚುವರಿ ಆರೋಪಗಳೊಂದಿಗೆ ಹೊಸ ಮಹಾಭಿಯೋಗ ನೋಟಿಸ್ ತಲುಪುತ್ತದೆ ಎಂದು ಡೆರೆಕ್ ಓಬ್ರಯಾನ್ ತಿಳಿಸಿದ್ದಾರೆ. [42,1416,303,1540]
dateline-pages: Pages 8 [1349,314,1400,332]
party-body: ಹೊಸದಿಲ್ಲಿ, ಏಪ್ರಿಲ್ 24 : ಆಮ್ ಆದ್ಮಿ ಪಕ್ಷದ ನಾಯಕರು, ಪಕ್ಷವನ್ನು ದುರ್ಬಲಗೊಳಿಸಲು ಭಾರತೀಯ ಜನತಾ ಪಕ್ಷ ಯತ್ನಿಸುತ್ತಿದೆ ಎಂದು ಆರೋಪಿಸಿದ್ದಾರೆ. ಪತ್ರಿಕಾಗೋಷ್ಠಿಯಲ್ಲಿ ಮಾತನಾಡಿದ ಪಂಜಾಬ್ ಮುಖ್ಯಮಂತ್ರಿ ಭಗವಂತ್ ಮಾನ್ ಹಾಗೂ ಪಕ್ಷದ ವಕ್ತಾರರು, ಕೇಂದ್ರ ಗೃಹ ಸಚಿವ ಅಮಿತ್ ಶಾ ಅವರು ರಾಘವ್ ಛಡ್ಡಾ ಮೂಲಕ ಎಎಪಿ ಸಂಸದರನ್ನು ಸೆಳೆಯಲು ಪ್ರಯತ್ನಿಸುತ್ತಿದ್ದಾರೆ ಎಂದು ಹೇಳಿದರು. ಎಎಪಿ ಸಂಸದರು ಪಕ್ಷಕ್ಕೆ ಪ್ರತಿಕೂಲವಾಗಿ ವರ್ತಿಸುವಂತೆ ಒತ್ತಡ ಹೇರಲಾಗಿದ್ದು, ಆದರೆ ಈ ಎಲ್ಲ ಪ್ರಯತ್ನಗಳು ವಿಫಲವಾಗಲಿವೆ ಎಂದು ಪಕ್ಷದ ನಾಯಕರು ವಿಶ್ವಾಸ ವ್ಯಕ್ತಪಡಿಸಿದರು. ಇದು ಪಂಜಾಬ್, ದಿಲ್ಲಿ ಜನರು ಇಂತಹ ಕ್ರಮಗಳನ್ನು ಕ್ಷಮಿಸುವುದಿಲ್ಲ ಎಂಬುದನ್ನು ಬಿಜೆಪಿ ಮನಗಾಣಬೇಕು ಎಂದು ಅವರು ಎಚ್ಚರಿಸಿದರು. [609,1492,1144,1568]
right-box-headline: ಅವಧಿಗೆ ಮುನ್ನ ಮುಂಗಾರು ಆಗಮನ [1191,39,1524,65]
event-banner-text: ಡಾ. ರಾಜಕುಮಾರ್ ರವರ 97ನೇ ಜನ್ಮ ದಿನಾಚರಣೆ [1197,1950,1346,1981]
rajkumar-col-6: ಸ್ಮರಿಸಿದರು. ಕಾರ್ಯಕ್ರಮದಲ್ಲಿ ವಾರ್ತಾ ಇಲಾಖೆಯ ಹಿರಿಯ ಸಹಾಯಕ ಪ್ರಕಾಶ್ ಬಿಟ್ಟಗಿರಿ, ಎಸ್.ಎಲ್.ಪಾಟೀಲ, ಅನಂತ ಪಪ್ಪು, ರಂಗಾಯಣದ ಮಾಜಿ ನಿರ್ದೇಶಕ, ಡಾ.ರಾಜಕುಮಾರ್ ಅಭಿಮಾನಿಗಳು, ಸಾರ್ವಜನಿಕರು ಉಪಸ್ಥಿತರಿದ್ದರು. ಗೋಕಾಕ ಗಂಧರ್ವ ಸಂಗೀತ ತಂಡದಿಂದ ಡಾ.ರಾಜಕುಮಾರ್ ಅವರ ಚಲನಚಿತ್ರ ಗೀತೆಗಳನ್ನು ಹಾಡಲಾಯಿತು. [1286,2147,1530,2223]
cec-story [42,894,588,1786]
lead-kicker: ವಿಶೇಷ ಸಂಪುಟ ಸಭೆಯಲ್ಲಿ ಮಹತ್ವದ ನಿರ್ಧಾರ [269,355,923,383]
lead-headline: ಒಳ ಮೀಸಲಾತಿಗೆ ಮೂರು ಸೂತ್ರ [212,389,986,471]
chief-minister-photo [525,502,941,731]
speaker-podium-photo [1034,1904,1530,2136]
section-divider [42,1789,1530,1790]
issue-volume: ಸಂಪುಟ: 69 [42,7,91,20]
lead-stars: ********************** [996,854,1102,866]
